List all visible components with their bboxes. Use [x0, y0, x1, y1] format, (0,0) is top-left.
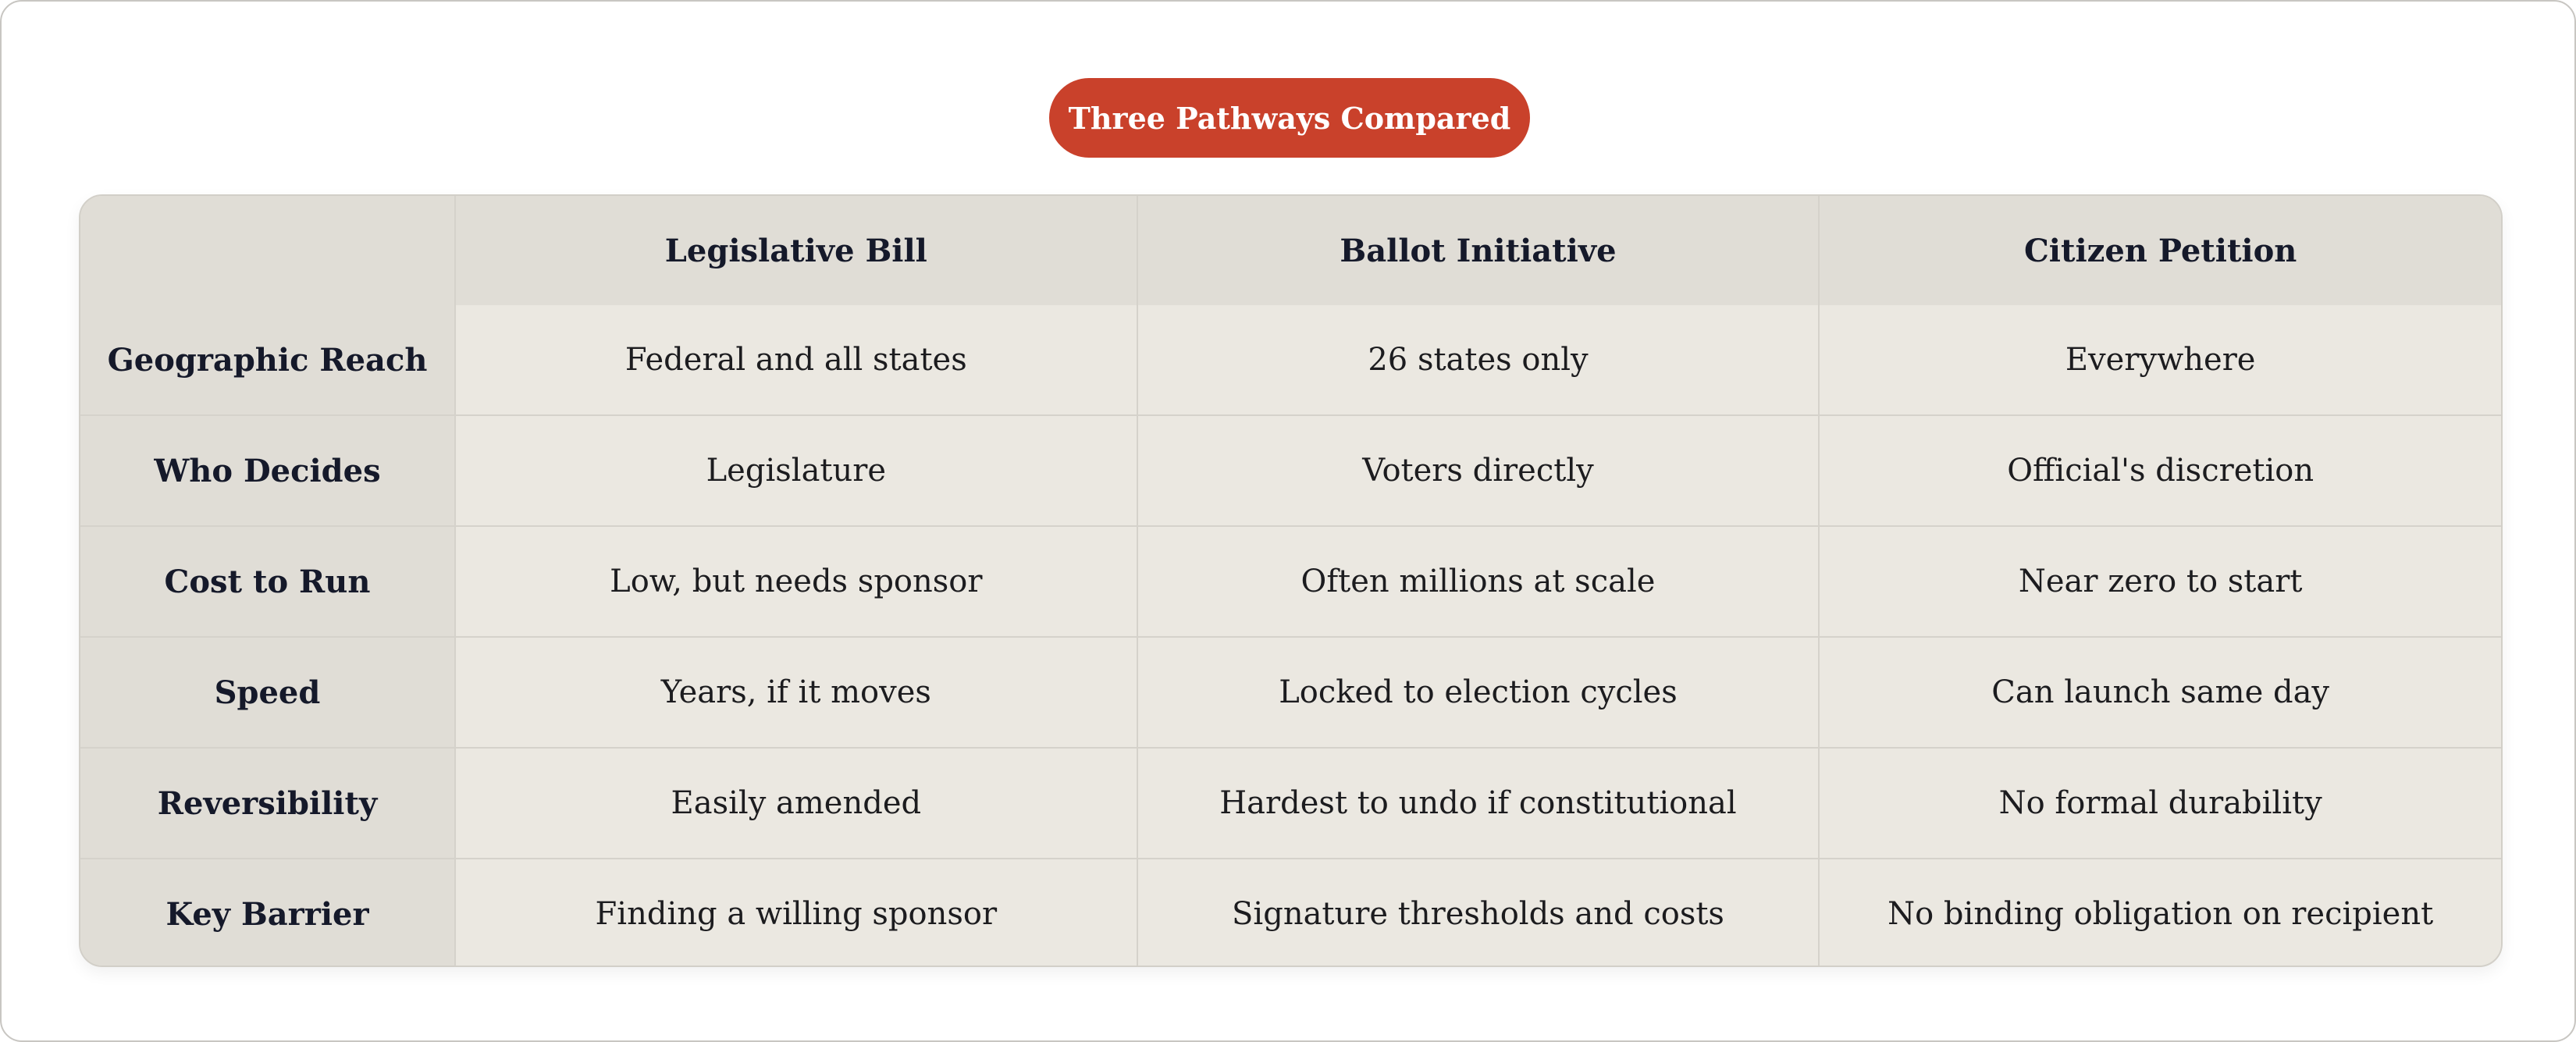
table-cell: Low, but needs sponsor — [455, 526, 1137, 637]
table-cell: Finding a willing sponsor — [455, 859, 1137, 967]
table-row — [80, 859, 2501, 967]
column-header-legislative-bill: Legislative Bill — [455, 196, 1137, 305]
table-cell: Federal and all states — [455, 305, 1137, 415]
table-cell: No binding obligation on recipient — [1819, 859, 2501, 967]
column-header-citizen-petition: Citizen Petition — [1819, 196, 2501, 305]
table-cell: Legislature — [455, 415, 1137, 526]
row-label: Reversibility — [80, 748, 455, 859]
table-header-row — [80, 196, 2501, 305]
comparison-table — [79, 194, 2503, 967]
table-cell: Years, if it moves — [455, 637, 1137, 748]
row-label: Who Decides — [80, 415, 455, 526]
table-cell: Can launch same day — [1819, 637, 2501, 748]
table-cell: No formal durability — [1819, 748, 2501, 859]
table-row — [80, 526, 2501, 637]
table-cell: Often millions at scale — [1137, 526, 1820, 637]
table-cell: 26 states only — [1137, 305, 1820, 415]
column-header-ballot-initiative: Ballot Initiative — [1137, 196, 1820, 305]
table-cell: Easily amended — [455, 748, 1137, 859]
table-cell: Everywhere — [1819, 305, 2501, 415]
row-label: Key Barrier — [80, 859, 455, 967]
table-row — [80, 305, 2501, 415]
row-label: Speed — [80, 637, 455, 748]
table-row — [80, 748, 2501, 859]
row-label: Cost to Run — [80, 526, 455, 637]
table-cell: Signature thresholds and costs — [1137, 859, 1820, 967]
table-cell: Hardest to undo if constitutional — [1137, 748, 1820, 859]
table-cell: Locked to election cycles — [1137, 637, 1820, 748]
header-corner — [80, 196, 455, 305]
table-cell: Official's discretion — [1819, 415, 2501, 526]
table-row — [80, 415, 2501, 526]
row-label: Geographic Reach — [80, 305, 455, 415]
title-badge: Three Pathways Compared — [1049, 78, 1530, 158]
table-cell: Voters directly — [1137, 415, 1820, 526]
table-row — [80, 637, 2501, 748]
table-cell: Near zero to start — [1819, 526, 2501, 637]
